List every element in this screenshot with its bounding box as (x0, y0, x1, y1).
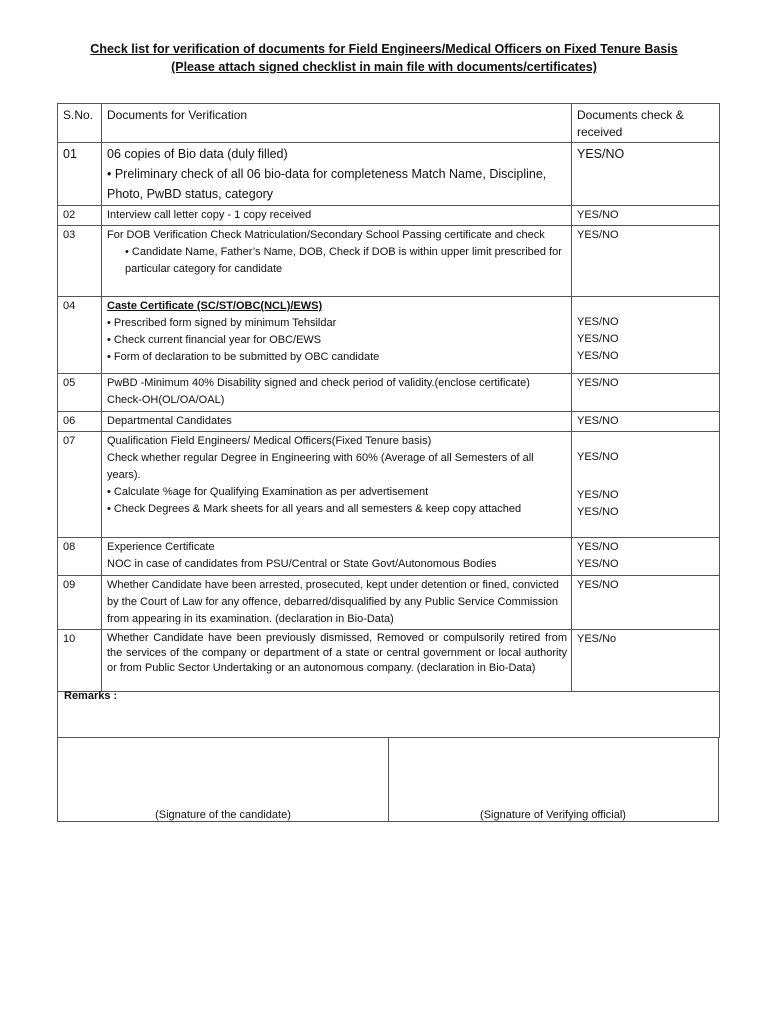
row-sno: 05 (58, 374, 102, 412)
header-documents: Documents for Verification (102, 104, 572, 143)
row-documents (102, 432, 572, 538)
row-status (572, 576, 720, 630)
row-documents (102, 226, 572, 297)
row-line: Departmental Candidates (107, 415, 232, 427)
row-sno: 10 (58, 630, 102, 692)
table-row (58, 206, 720, 226)
row-sno: 04 (58, 297, 102, 374)
row-line: • Form of declaration to be submitted by OBC candidate (107, 351, 380, 363)
remarks-box[interactable] (57, 688, 720, 738)
status-text: YES/NO (577, 229, 619, 241)
row-sno: 09 (58, 576, 102, 630)
row-line: Check whether regular Degree in Engineering with 60% (Average of all Semesters of all years). (107, 452, 534, 481)
document-title: Check list for verification of documents for Field Engineers/Medical Officers on Fixed Tenure Basis (90, 42, 678, 56)
row-line: • Check Degrees & Mark sheets for all years and all semesters & keep copy attached (107, 503, 522, 515)
row-status (572, 432, 720, 538)
table-row (58, 576, 720, 630)
row-documents (102, 412, 572, 432)
row-sno: 03 (58, 226, 102, 297)
table-header-row (58, 104, 720, 143)
row-status (572, 412, 720, 432)
row-status (572, 143, 720, 206)
status-text: YES/NO (577, 451, 619, 463)
status-text: YES/NO (577, 489, 619, 501)
status-text: YES/NO (577, 147, 625, 161)
official-signature-label: (Signature of Verifying official) (480, 809, 626, 821)
row-documents (102, 143, 572, 206)
row-line: PwBD -Minimum 40% Disability signed and check period of validity.(enclose certificate) Check-OH(OL/OA/OAL) (107, 377, 530, 406)
row-line: Whether Candidate have been arrested, prosecuted, kept under detention or fined, convicted by the Court of Law for any offence, debarred/disqualified by any Public Service Commission from appearing in its examination. (declaration in Bio-Data) (107, 579, 559, 625)
table-row (58, 412, 720, 432)
table-row (58, 226, 720, 297)
document-subtitle: (Please attach signed checklist in main file with documents/certificates) (171, 60, 597, 74)
status-text: YES/NO (577, 415, 619, 427)
row-sno: 01 (58, 143, 102, 206)
remarks-label: Remarks : (64, 690, 118, 702)
status-text: YES/NO (577, 333, 619, 345)
table-row (58, 630, 720, 692)
row-documents (102, 538, 572, 576)
row-documents (102, 206, 572, 226)
row-line: Experience Certificate (107, 541, 215, 553)
row-line: Whether Candidate have been previously dismissed, Removed or compulsorily retired from the services of the company or department of a state or central government or local authority or from Public Sector Undertaking or an autonomous company. (declaration in Bio-Data) (107, 632, 567, 674)
status-text: YES/NO (577, 377, 619, 389)
row-status (572, 538, 720, 576)
row-line: Caste Certificate (SC/ST/OBC(NCL)/EWS) (107, 300, 323, 312)
status-text: YES/NO (577, 506, 619, 518)
row-sno: 07 (58, 432, 102, 538)
row-line: Interview call letter copy - 1 copy received (107, 209, 312, 221)
row-sno: 02 (58, 206, 102, 226)
table-row (58, 143, 720, 206)
row-line: • Check current financial year for OBC/EWS (107, 334, 322, 346)
row-sno: 08 (58, 538, 102, 576)
official-signature-box[interactable] (388, 737, 719, 822)
row-line: For DOB Verification Check Matriculation/Secondary School Passing certificate and check (107, 229, 545, 241)
table-row (58, 538, 720, 576)
status-text: YES/No (577, 633, 617, 645)
status-text: YES/NO (577, 209, 619, 221)
row-documents (102, 630, 572, 692)
row-line: 06 copies of Bio data (duly filled) (107, 147, 288, 161)
row-status (572, 206, 720, 226)
row-documents (102, 374, 572, 412)
table-row (58, 432, 720, 538)
row-status (572, 226, 720, 297)
candidate-signature-box[interactable] (57, 737, 389, 822)
row-line: Qualification Field Engineers/ Medical Officers(Fixed Tenure basis) (107, 435, 432, 447)
checklist-table (57, 103, 720, 692)
row-documents (102, 576, 572, 630)
status-text: YES/NO (577, 541, 619, 553)
row-documents (102, 297, 572, 374)
row-sno: 06 (58, 412, 102, 432)
header-sno: S.No. (58, 104, 102, 143)
status-text: YES/NO (577, 350, 619, 362)
row-line: • Calculate %age for Qualifying Examination as per advertisement (107, 486, 429, 498)
status-text: YES/NO (577, 579, 619, 591)
status-text: YES/NO (577, 316, 619, 328)
row-status (572, 374, 720, 412)
table-row (58, 297, 720, 374)
header-check: Documents check & received (572, 104, 720, 143)
candidate-signature-label: (Signature of the candidate) (155, 809, 291, 821)
row-status (572, 630, 720, 692)
row-line: • Preliminary check of all 06 bio-data for completeness Match Name, Discipline, Photo, PwBD status, category (107, 167, 547, 201)
status-text: YES/NO (577, 558, 619, 570)
row-line: NOC in case of candidates from PSU/Central or State Govt/Autonomous Bodies (107, 558, 497, 570)
row-line: • Candidate Name, Father’s Name, DOB, Check if DOB is within upper limit prescribed for particular category for candidate (125, 246, 562, 275)
table-row (58, 374, 720, 412)
row-status (572, 297, 720, 374)
row-line: • Prescribed form signed by minimum Tehsildar (107, 317, 337, 329)
